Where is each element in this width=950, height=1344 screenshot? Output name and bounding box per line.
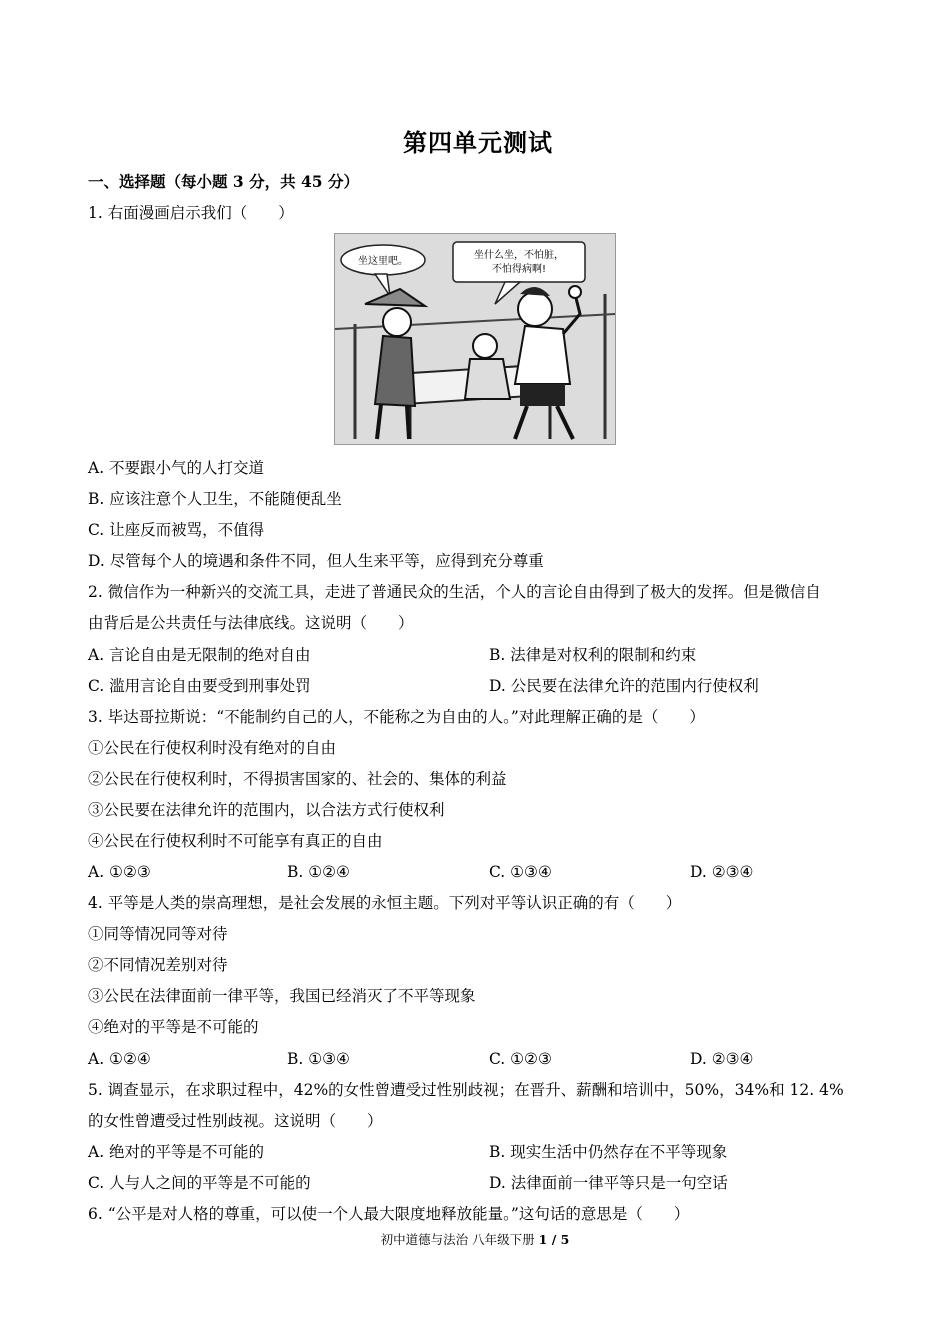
page-title: 第四单元测试 bbox=[403, 128, 553, 157]
question-5-stem-line-1: 5. 调查显示，在求职过程中，42%的女性曾遭受过性别歧视；在晋升、薪酬和培训中，50%，34%和 12. 4% bbox=[88, 1081, 844, 1099]
q2-option-c: C. 滥用言论自由要受到刑事处罚 bbox=[88, 677, 311, 695]
q3-option-d: D. ②③④ bbox=[690, 863, 754, 881]
question-6-stem: 6. “公平是对人格的尊重，可以使一个人最大限度地释放能量。”这句话的意思是（ ） bbox=[88, 1205, 690, 1223]
question-1-stem: 1. 右面漫画启示我们（ ） bbox=[88, 204, 294, 222]
cartoon-image bbox=[334, 233, 616, 445]
q3-option-c: C. ①③④ bbox=[489, 863, 552, 881]
q1-option-c: C. 让座反而被骂，不值得 bbox=[88, 521, 265, 539]
q3-item-4: ④公民在行使权利时不可能享有真正的自由 bbox=[88, 832, 383, 850]
q4-option-b: B. ①③④ bbox=[287, 1050, 350, 1068]
q5-option-a: A. 绝对的平等是不可能的 bbox=[88, 1143, 265, 1161]
question-2-stem-line-2: 由背后是公共责任与法律底线。这说明（ ） bbox=[88, 614, 414, 632]
q3-item-3: ③公民要在法律允许的范围内，以合法方式行使权利 bbox=[88, 801, 445, 819]
question-4-stem: 4. 平等是人类的崇高理想，是社会发展的永恒主题。下列对平等认识正确的有（ ） bbox=[88, 894, 682, 912]
bubble-right-line-2: 不怕得病啊! bbox=[491, 264, 547, 275]
page-footer bbox=[0, 1230, 950, 1248]
q4-item-1: ①同等情况同等对待 bbox=[88, 925, 228, 943]
question-3-stem: 3. 毕达哥拉斯说：“不能制约自己的人，不能称之为自由的人。”对此理解正确的是（ ） bbox=[88, 708, 705, 726]
page-number: 1 / 5 bbox=[538, 1232, 570, 1247]
q4-item-3: ③公民在法律面前一律平等，我国已经消灭了不平等现象 bbox=[88, 987, 476, 1005]
q5-option-d: D. 法律面前一律平等只是一句空话 bbox=[489, 1174, 728, 1192]
q3-item-2: ②公民在行使权利时，不得损害国家的、社会的、集体的利益 bbox=[88, 770, 507, 788]
q4-option-d: D. ②③④ bbox=[690, 1050, 754, 1068]
q4-item-2: ②不同情况差别对待 bbox=[88, 956, 228, 974]
question-2-stem-line-1: 2. 微信作为一种新兴的交流工具，走进了普通民众的生活，个人的言论自由得到了极大的发挥。但是微信自 bbox=[88, 583, 821, 601]
q1-option-b: B. 应该注意个人卫生，不能随便乱坐 bbox=[88, 490, 342, 508]
footer-text: 初中道德与法治 八年级下册 bbox=[380, 1232, 535, 1247]
q3-option-b: B. ①②④ bbox=[287, 863, 350, 881]
q5-option-c: C. 人与人之间的平等是不可能的 bbox=[88, 1174, 311, 1192]
q2-option-a: A. 言论自由是无限制的绝对自由 bbox=[88, 646, 311, 664]
q2-option-b: B. 法律是对权利的限制和约束 bbox=[489, 646, 697, 664]
q4-option-a: A. ①②④ bbox=[88, 1050, 151, 1068]
q2-option-d: D. 公民要在法律允许的范围内行使权利 bbox=[489, 677, 759, 695]
q5-option-b: B. 现实生活中仍然存在不平等现象 bbox=[489, 1143, 728, 1161]
bubble-right-line-1: 坐什么坐，不怕脏， bbox=[474, 250, 564, 261]
section-heading: 一、选择题（每小题 3 分，共 45 分） bbox=[88, 172, 359, 191]
question-5-stem-line-2: 的女性曾遭受过性别歧视。这说明（ ） bbox=[88, 1112, 383, 1130]
q4-option-c: C. ①②③ bbox=[489, 1050, 552, 1068]
q4-item-4: ④绝对的平等是不可能的 bbox=[88, 1018, 259, 1036]
q1-option-a: A. 不要跟小气的人打交道 bbox=[88, 459, 265, 477]
q1-option-d: D. 尽管每个人的境遇和条件不同，但人生来平等，应得到充分尊重 bbox=[88, 552, 544, 570]
q3-item-1: ①公民在行使权利时没有绝对的自由 bbox=[88, 739, 337, 757]
bubble-left-text: 坐这里吧。 bbox=[358, 256, 408, 267]
q3-option-a: A. ①②③ bbox=[88, 863, 151, 881]
